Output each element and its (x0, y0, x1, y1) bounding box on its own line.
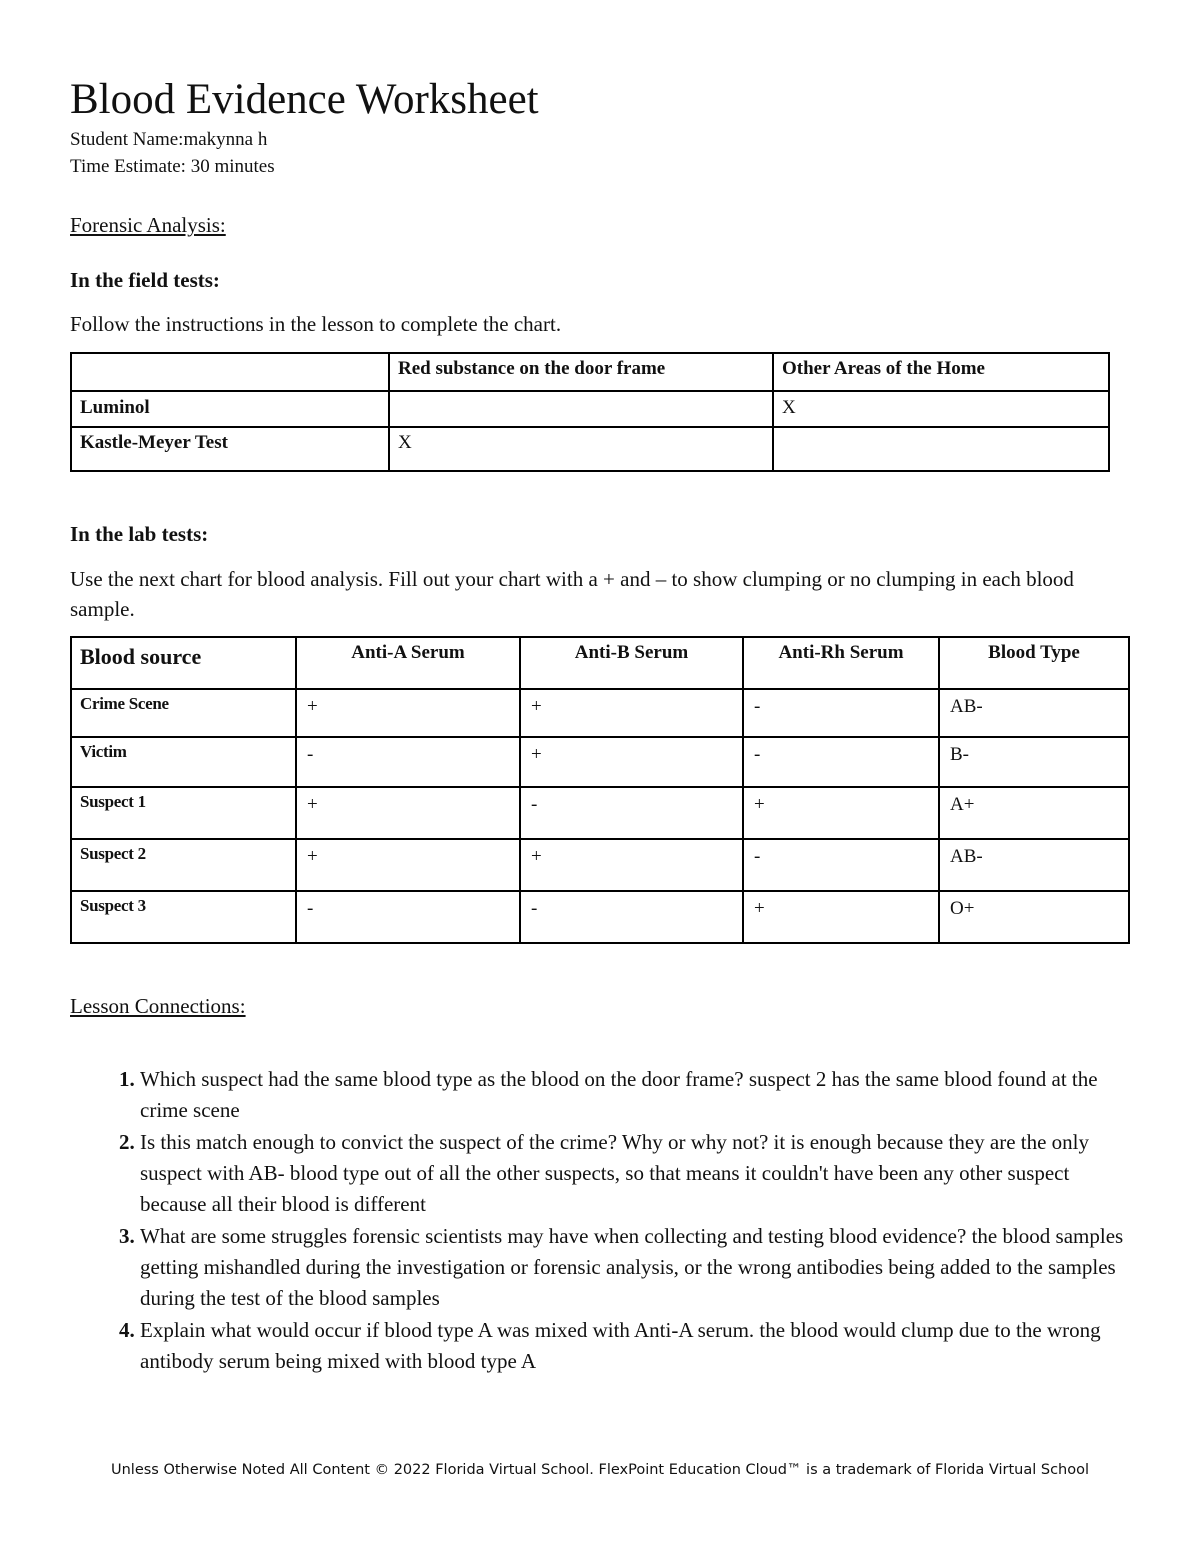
table-cell: O+ (939, 891, 1129, 943)
blood-analysis-table (70, 636, 1130, 944)
table-cell: - (296, 891, 520, 943)
table-cell: + (743, 891, 939, 943)
list-item: 3. What are some struggles forensic scientists may have when collecting and testing blood evidence? the blood samples getting mishandled during the investigation or forensic analysis, or the wrong antibodies being added to the samples during the test of the blood samples (140, 1221, 1140, 1314)
table-header-cell: Blood source (71, 637, 296, 689)
row-label: Suspect 1 (71, 787, 296, 839)
student-name: Student Name:makynna h (70, 129, 268, 150)
time-estimate: Time Estimate: 30 minutes (70, 156, 275, 177)
table-cell: - (520, 787, 743, 839)
table-header-cell: Blood Type (939, 637, 1129, 689)
table-cell: A+ (939, 787, 1129, 839)
table-row (71, 427, 1109, 471)
table-cell (389, 391, 773, 427)
list-item: 1. Which suspect had the same blood type as the blood on the door frame? suspect 2 has the same blood found at the crime scene (140, 1064, 1140, 1126)
table-header-cell: Anti-B Serum (520, 637, 743, 689)
table-cell: AB- (939, 689, 1129, 737)
table-cell: + (296, 839, 520, 891)
table-cell: - (520, 891, 743, 943)
field-tests-heading: In the field tests: (70, 268, 220, 292)
table-header-cell: Anti-Rh Serum (743, 637, 939, 689)
table-header-cell: Red substance on the door frame (389, 353, 773, 391)
table-row (71, 391, 1109, 427)
row-label: Suspect 3 (71, 891, 296, 943)
field-tests-instruction: Follow the instructions in the lesson to complete the chart. (70, 312, 562, 336)
table-cell: + (520, 737, 743, 787)
copyright-footer: Unless Otherwise Noted All Content © 2022 Florida Virtual School. FlexPoint Education Cloud™ is a trademark of Florida Virtual School (110, 1462, 1090, 1478)
table-cell: + (520, 689, 743, 737)
table-header-row (71, 637, 1129, 689)
row-label: Suspect 2 (71, 839, 296, 891)
row-label: Victim (71, 737, 296, 787)
table-cell: - (743, 737, 939, 787)
table-cell: - (743, 839, 939, 891)
table-header-cell: Other Areas of the Home (773, 353, 1109, 391)
table-row (71, 737, 1129, 787)
table-cell: + (296, 689, 520, 737)
lesson-connections-heading: Lesson Connections: (70, 994, 246, 1018)
table-cell: X (773, 391, 1109, 427)
lab-tests-heading: In the lab tests: (70, 522, 209, 546)
list-item: 2. Is this match enough to convict the suspect of the crime? Why or why not? it is enough because they are the only suspect with AB- blood type out of all the other suspects, so that means it couldn't have been any other suspect because all their blood is different (140, 1127, 1140, 1220)
table-header-cell (71, 353, 389, 391)
forensic-analysis-heading: Forensic Analysis: (70, 213, 226, 237)
questions-list (100, 1064, 1140, 1378)
table-cell: AB- (939, 839, 1129, 891)
table-cell: B- (939, 737, 1129, 787)
table-cell: X (389, 427, 773, 471)
table-header-row (71, 353, 1109, 391)
list-item: 4. Explain what would occur if blood type A was mixed with Anti-A serum. the blood would clump due to the wrong antibody serum being mixed with blood type A (140, 1315, 1140, 1377)
table-row (71, 839, 1129, 891)
table-cell (773, 427, 1109, 471)
table-cell: - (296, 737, 520, 787)
table-cell: + (296, 787, 520, 839)
table-header-cell: Anti-A Serum (296, 637, 520, 689)
field-tests-table (70, 352, 1110, 472)
table-row (71, 891, 1129, 943)
table-cell: - (743, 689, 939, 737)
table-cell: + (743, 787, 939, 839)
row-label: Kastle-Meyer Test (71, 427, 389, 471)
lab-tests-instruction: Use the next chart for blood analysis. Fill out your chart with a + and – to show clumping or no clumping in each blood sample. (70, 567, 1074, 621)
table-row (71, 787, 1129, 839)
table-cell: + (520, 839, 743, 891)
page-title: Blood Evidence Worksheet (70, 76, 539, 123)
table-row (71, 689, 1129, 737)
row-label: Crime Scene (71, 689, 296, 737)
row-label: Luminol (71, 391, 389, 427)
